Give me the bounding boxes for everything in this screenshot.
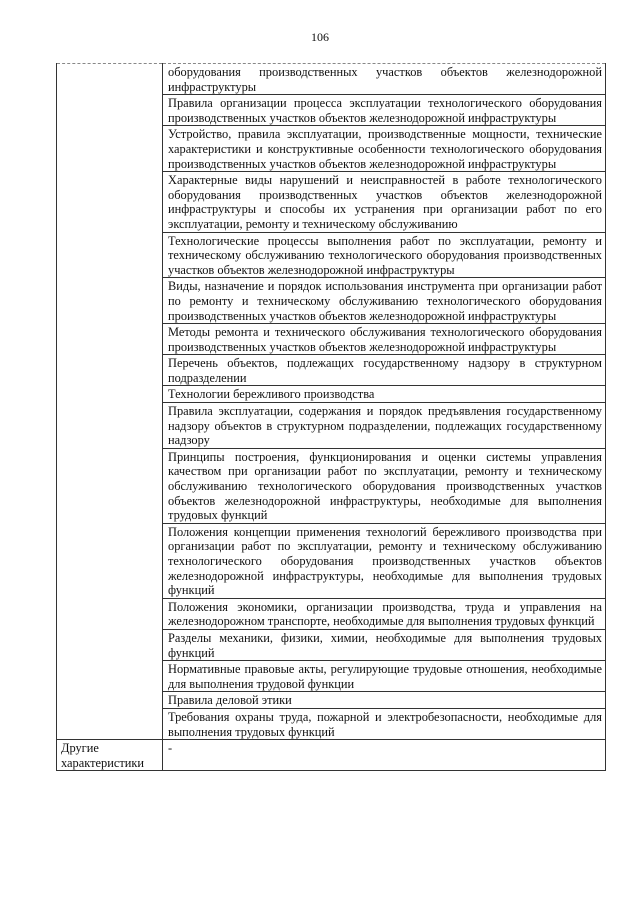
knowledge-text: Характерные виды нарушений и неисправностей в работе технологического оборудования производственных участков объектов железнодорожной инфраструктуры и способы их устранения при организации работ по его эксплуатации, ремонту и техническому обслуживанию (168, 173, 602, 231)
requirements-table-body (57, 64, 606, 771)
knowledge-text: Устройство, правила эксплуатации, производственные мощности, технические характеристики и конструктивные особенности технологического оборудования производственных участков объектов железнодорожной инфраструктуры (168, 127, 602, 171)
knowledge-cell (163, 448, 606, 523)
other-characteristics-label-cell (57, 740, 163, 771)
knowledge-cell (163, 692, 606, 709)
table-row-other (57, 740, 606, 771)
other-characteristics-value-cell (163, 740, 606, 771)
knowledge-cell (163, 403, 606, 449)
knowledge-cell (163, 708, 606, 739)
knowledge-text: Разделы механики, физики, химии, необходимые для выполнения трудовых функций (168, 630, 602, 660)
knowledge-text: Правила организации процесса эксплуатации технологического оборудования производственных участков объектов железнодорожной инфраструктуры (168, 96, 602, 125)
knowledge-cell (163, 629, 606, 660)
knowledge-text: Правила эксплуатации, содержания и порядок предъявления государственному надзору объектов в структурном подразделении, подлежащих государственному надзору (168, 404, 602, 448)
knowledge-cell (163, 95, 606, 126)
knowledge-text: Правила деловой этики (168, 693, 292, 708)
knowledge-text: Положения экономики, организации производства, труда и управления на железнодорожном транспорте, необходимые для выполнения трудовых функций (168, 599, 602, 629)
knowledge-text: Нормативные правовые акты, регулирующие трудовые отношения, необходимые для выполнения трудовой функции (168, 662, 602, 691)
knowledge-cell (163, 598, 606, 629)
other-characteristics-value: - (168, 741, 173, 756)
page-number: 106 (311, 30, 329, 44)
knowledge-cell (163, 64, 606, 95)
row-label-cell (57, 64, 163, 740)
knowledge-text: Виды, назначение и порядок использования инструмента при организации работ по ремонту и техническому обслуживанию технологического оборудования производственных участков объектов железнодорожной инфраструктуры (168, 279, 602, 323)
requirements-table (56, 63, 606, 771)
knowledge-text: Технологические процессы выполнения работ по эксплуатации, ремонту и техническому обслуживанию технологического оборудования производственных участков объектов железнодорожной инфраструктуры (168, 233, 602, 277)
knowledge-text: Технологии бережливого производства (168, 387, 375, 402)
knowledge-text: Требования охраны труда, пожарной и электробезопасности, необходимые для выполнения трудовых функций (168, 709, 602, 739)
knowledge-text: оборудования производственных участков объектов железнодорожной инфраструктуры (168, 65, 602, 94)
knowledge-cell (163, 523, 606, 598)
table-row (57, 64, 606, 95)
knowledge-cell (163, 232, 606, 278)
knowledge-cell (163, 324, 606, 355)
knowledge-cell (163, 126, 606, 172)
other-characteristics-label: Другие характеристики (61, 741, 145, 770)
knowledge-cell (163, 172, 606, 232)
knowledge-cell (163, 278, 606, 324)
knowledge-cell (163, 386, 606, 403)
knowledge-text: Перечень объектов, подлежащих государственному надзору в структурном подразделении (168, 356, 602, 385)
knowledge-text: Положения концепции применения технологий бережливого производства при организации работ по эксплуатации, ремонту и техническому обслуживанию технологического оборудования производственных участков объектов железнодорожной инфраструктуры, необходимые для выполнения трудовых функций (168, 524, 602, 598)
knowledge-text: Методы ремонта и технического обслуживания технологического оборудования производственных участков объектов железнодорожной инфраструктуры (168, 325, 602, 354)
knowledge-text: Принципы построения, функционирования и оценки системы управления качеством при организации работ по эксплуатации, ремонту и техническому обслуживанию технологического оборудования производственных участков объектов железнодорожной инфраструктуры, необходимые для выполнения трудовых функций (168, 449, 602, 523)
knowledge-cell (163, 355, 606, 386)
knowledge-cell (163, 661, 606, 692)
